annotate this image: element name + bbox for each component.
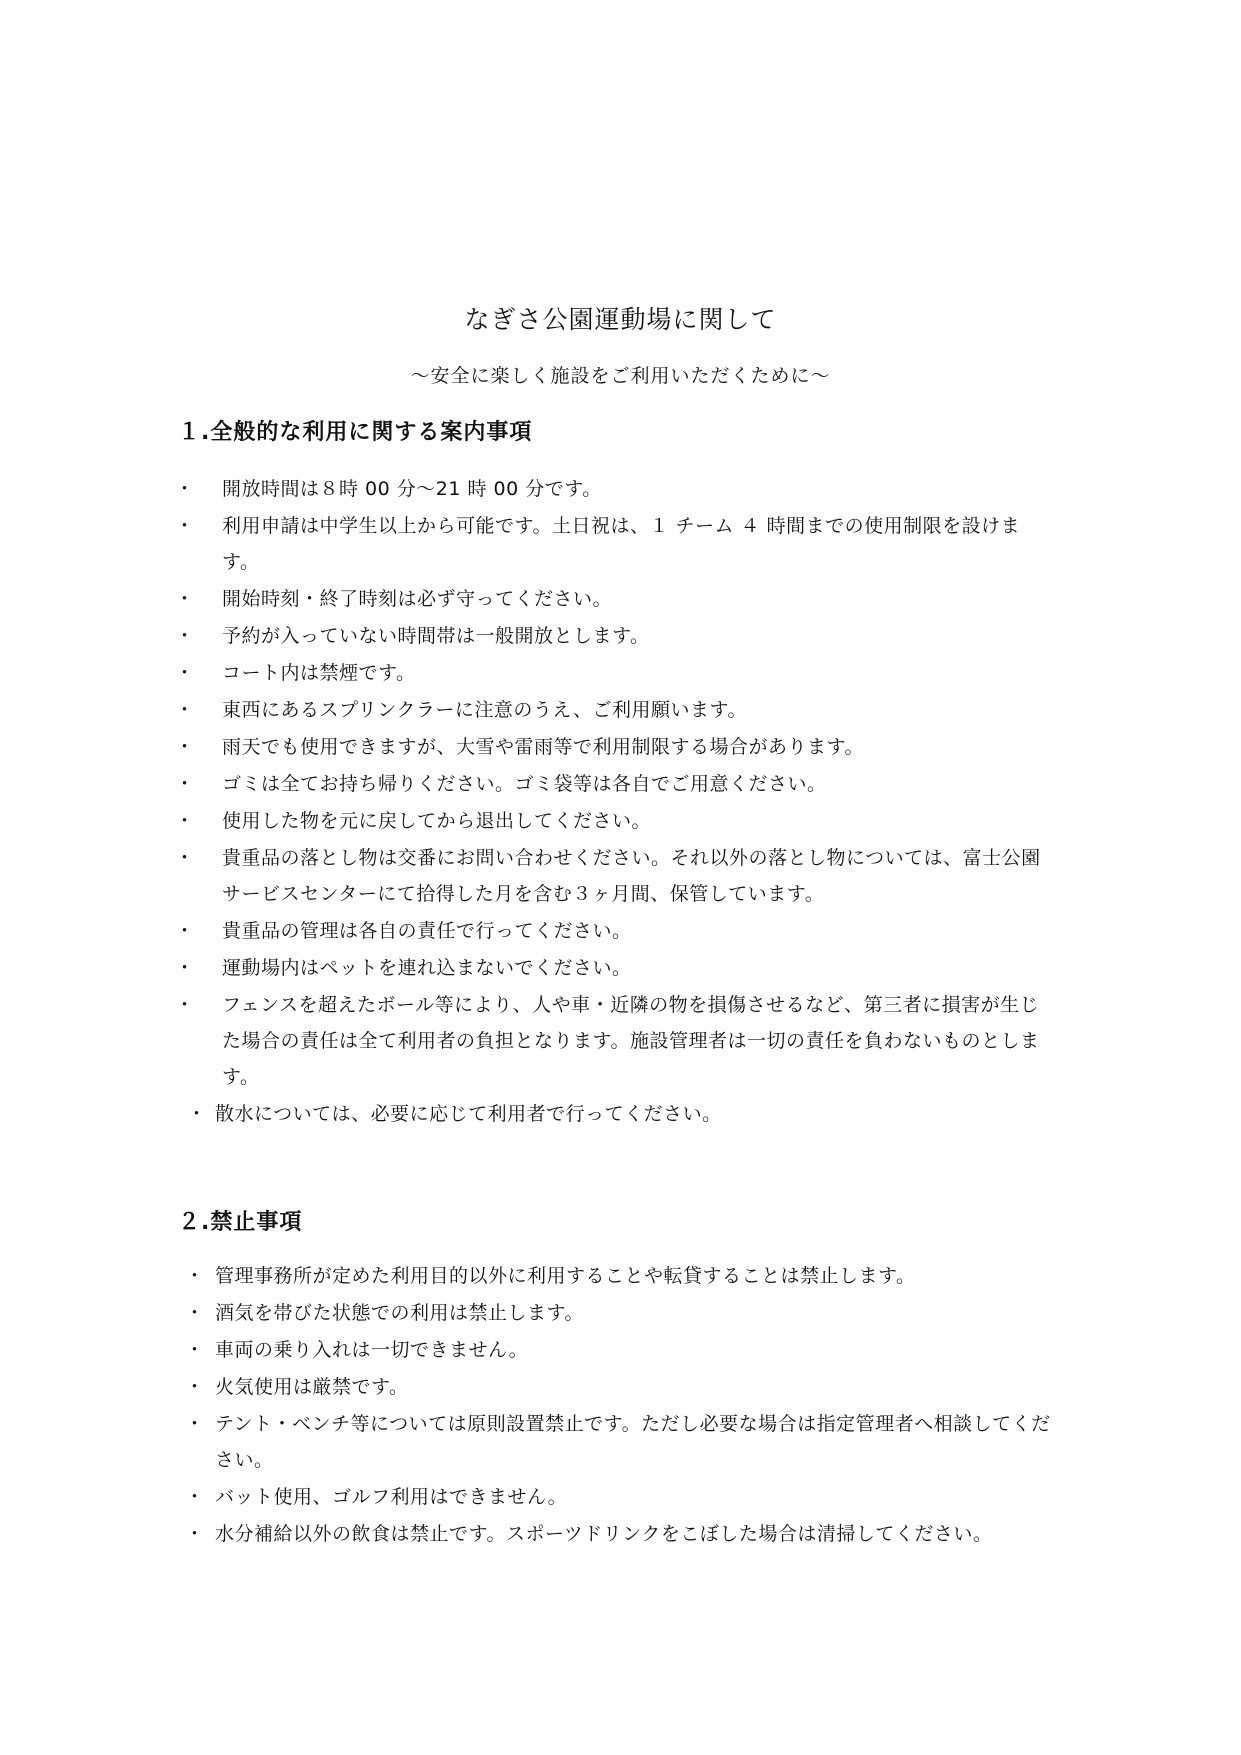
document-subtitle: 〜安全に楽しく施設をご利用いただくために〜 [410, 365, 831, 387]
list-item: ・ 使用した物を元に戻してから退出してください。 [0, 803, 1241, 839]
bullet: ・ [175, 736, 195, 758]
bullet: ・ [175, 847, 195, 869]
bullet: ・ [175, 699, 195, 721]
document-title: なぎさ公園運動場に関して [464, 305, 777, 334]
bullet: ・ [185, 1339, 205, 1361]
bullet: ・ [185, 1413, 205, 1435]
list-item: ・ 東西にあるスプリンクラーに注意のうえ、ご利用願います。 [0, 692, 1241, 728]
bullet: ・ [175, 588, 195, 610]
bullet: ・ [175, 773, 195, 795]
prohibited-items-list [0, 1258, 1241, 1553]
bullet: ・ [175, 994, 195, 1016]
list-item: ・ バット使用、ゴルフ利用はできません。 [0, 1479, 1241, 1515]
general-guidelines-list [0, 471, 1241, 1133]
bullet: ・ [185, 1376, 205, 1398]
bullet: ・ [175, 478, 195, 500]
list-item: ・ 車両の乗り入れは一切できません。 [0, 1332, 1241, 1368]
bullet: ・ [175, 515, 195, 537]
list-item: ・ 酒気を帯びた状態での利用は禁止します。 [0, 1295, 1241, 1331]
bullet: ・ [185, 1302, 205, 1324]
bullet: ・ [175, 810, 195, 832]
section-heading-prohibited: ２.禁止事項 [178, 1210, 303, 1235]
list-item: ・ 雨天でも使用できますが、大雪や雷雨等で利用制限する場合があります。 [0, 729, 1241, 765]
list-item: ・ 貴重品の落とし物は交番にお問い合わせください。それ以外の落とし物については、富士公園サービスセンターにて拾得した月を含む３ヶ月間、保管しています。 [0, 840, 1241, 912]
list-item: ・ 散水については、必要に応じて利用者で行ってください。 [0, 1096, 1241, 1132]
list-item: ・ コート内は禁煙です。 [0, 655, 1241, 691]
bullet: ・ [185, 1523, 205, 1545]
section-heading-general: １.全般的な利用に関する案内事項 [178, 420, 533, 445]
bullet: ・ [187, 1103, 207, 1125]
list-item: ・ 運動場内はペットを連れ込まないでください。 [0, 950, 1241, 986]
bullet: ・ [175, 920, 195, 942]
list-item: ・ 貴重品の管理は各自の責任で行ってください。 [0, 913, 1241, 949]
list-item: ・ 水分補給以外の飲食は禁止です。スポーツドリンクをこぼした場合は清掃してください。 [0, 1516, 1241, 1552]
list-item: ・ 開始時刻・終了時刻は必ず守ってください。 [0, 581, 1241, 617]
list-item: ・ 利用申請は中学生以上から可能です。土日祝は、１ チーム ４ 時間までの使用制限を設けます。 [0, 508, 1241, 580]
list-item: ・ 管理事務所が定めた利用目的以外に利用することや転貸することは禁止します。 [0, 1258, 1241, 1294]
list-item: ・ 開放時間は８時 00 分〜21 時 00 分です。 [0, 471, 1241, 507]
list-item: ・ テント・ベンチ等については原則設置禁止です。ただし必要な場合は指定管理者へ相談してください。 [0, 1406, 1241, 1478]
list-item: ・ 予約が入っていない時間帯は一般開放とします。 [0, 618, 1241, 654]
list-item: ・ 火気使用は厳禁です。 [0, 1369, 1241, 1405]
bullet: ・ [175, 662, 195, 684]
bullet: ・ [175, 957, 195, 979]
bullet: ・ [185, 1265, 205, 1287]
list-item: ・ ゴミは全てお持ち帰りください。ゴミ袋等は各自でご用意ください。 [0, 766, 1241, 802]
bullet: ・ [185, 1486, 205, 1508]
list-item: ・ フェンスを超えたボール等により、人や車・近隣の物を損傷させるなど、第三者に損害が生じた場合の責任は全て利用者の負担となります。施設管理者は一切の責任を負わないものとします。 [0, 987, 1241, 1095]
bullet: ・ [175, 625, 195, 647]
